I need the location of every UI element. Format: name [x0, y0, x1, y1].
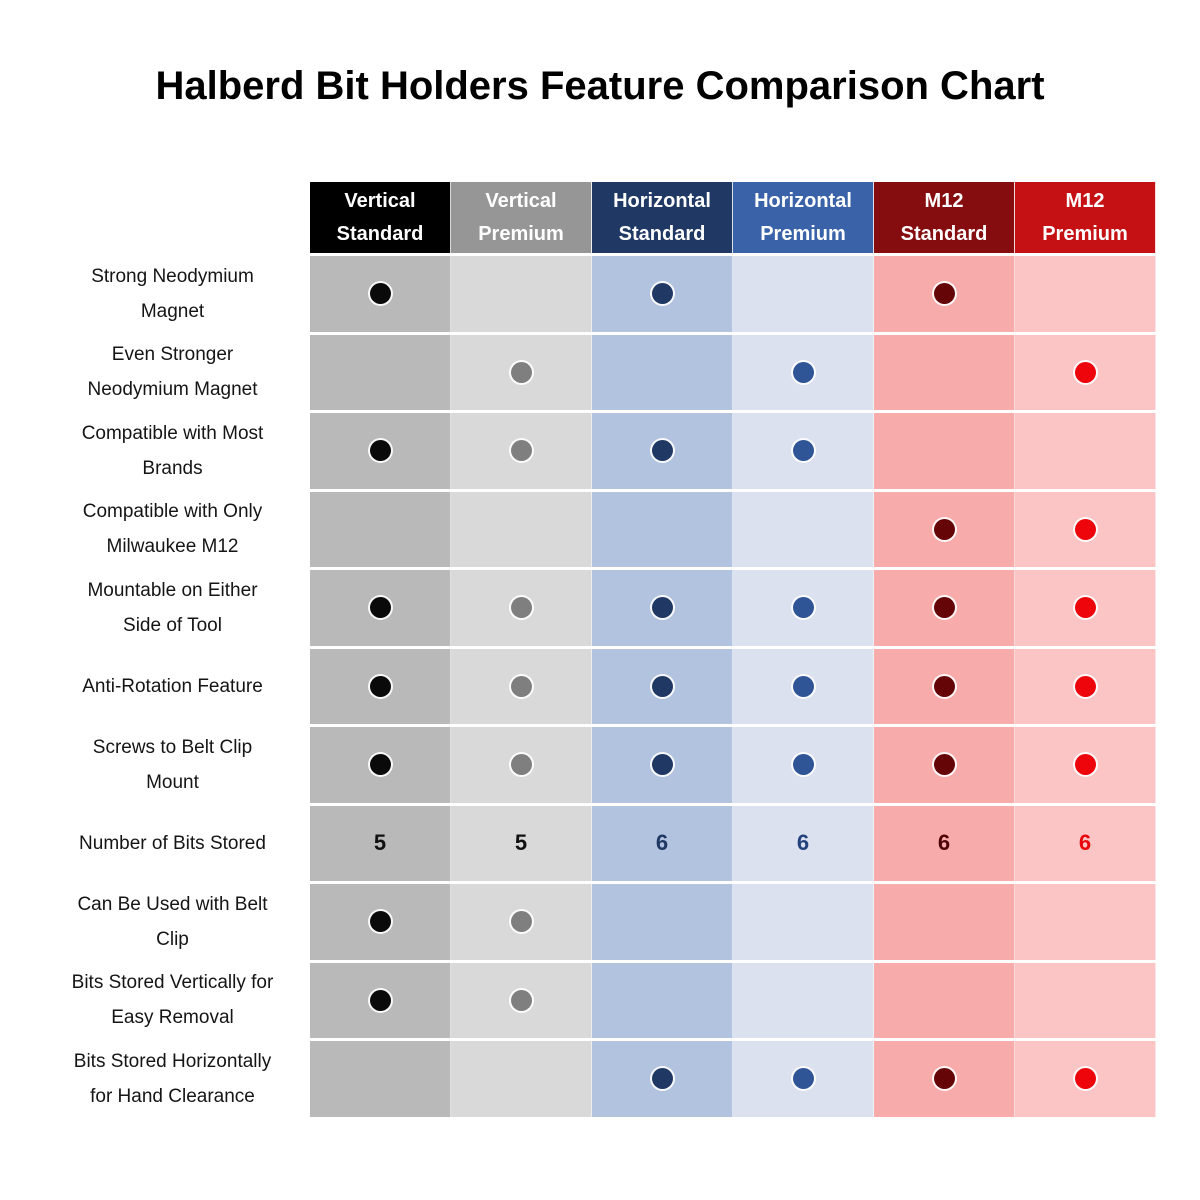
feature-dot: [652, 676, 673, 697]
feature-dot: [934, 1068, 955, 1089]
column-header-label: Vertical: [344, 189, 416, 212]
feature-dot: [370, 283, 391, 304]
feature-cell: [874, 963, 1015, 1039]
row-label-line: Compatible with Most: [81, 422, 264, 444]
feature-cell: [1015, 256, 1156, 332]
feature-dot: [1075, 676, 1096, 697]
column-header-label: Horizontal: [613, 189, 711, 212]
row-label-even-stronger-neodymium-magnet: [35, 335, 310, 411]
row-label-line: Side of Tool: [123, 614, 222, 636]
feature-cell: [733, 649, 874, 725]
feature-dot: [934, 676, 955, 697]
feature-dot: [652, 1068, 673, 1089]
row-label-can-be-used-with-belt-clip: [35, 884, 310, 960]
column-header-vertical-standard: [310, 182, 451, 253]
feature-cell: [733, 806, 874, 882]
feature-cell: [874, 570, 1015, 646]
bits-count: 6: [1078, 830, 1092, 856]
feature-cell: [310, 806, 451, 882]
feature-cell: [592, 256, 733, 332]
row-label-line: Clip: [156, 928, 189, 950]
feature-dot: [1075, 519, 1096, 540]
feature-cell: [451, 413, 592, 489]
feature-cell: [1015, 649, 1156, 725]
feature-cell: [874, 884, 1015, 960]
feature-cell: [451, 335, 592, 411]
row-label-line: Milwaukee M12: [106, 536, 239, 558]
feature-cell: [874, 335, 1015, 411]
feature-cell: [592, 884, 733, 960]
row-label-line: Strong Neodymium: [91, 265, 254, 287]
feature-cell: [592, 335, 733, 411]
feature-cell: [451, 256, 592, 332]
row-label-line: Number of Bits Stored: [79, 832, 266, 854]
row-label-line: Compatible with Only: [82, 501, 263, 523]
feature-cell: [1015, 806, 1156, 882]
bits-count: 6: [796, 830, 810, 856]
feature-cell: [310, 413, 451, 489]
feature-cell: [1015, 335, 1156, 411]
feature-cell: [451, 806, 592, 882]
feature-cell: [874, 806, 1015, 882]
row-label-bits-stored-horizontally-for-hand-clearance: [35, 1041, 310, 1117]
row-label-strong-neodymium-magnet: [35, 256, 310, 332]
feature-cell: [310, 256, 451, 332]
feature-dot: [511, 676, 532, 697]
feature-cell: [451, 727, 592, 803]
feature-cell: [310, 570, 451, 646]
feature-cell: [592, 492, 733, 568]
corner-cell: [35, 182, 310, 253]
feature-dot: [934, 597, 955, 618]
feature-cell: [451, 649, 592, 725]
feature-cell: [1015, 963, 1156, 1039]
feature-dot: [511, 597, 532, 618]
column-header-m12-standard: [874, 182, 1015, 253]
feature-dot: [652, 440, 673, 461]
feature-dot: [793, 1068, 814, 1089]
bits-count: 5: [514, 830, 528, 856]
feature-dot: [652, 597, 673, 618]
feature-dot: [934, 283, 955, 304]
bits-count: 5: [373, 830, 387, 856]
feature-dot: [370, 597, 391, 618]
column-header-label: Standard: [900, 222, 988, 245]
feature-cell: [733, 335, 874, 411]
feature-cell: [874, 727, 1015, 803]
feature-dot: [1075, 754, 1096, 775]
feature-cell: [310, 649, 451, 725]
feature-cell: [733, 492, 874, 568]
column-header-label: Premium: [478, 222, 564, 245]
feature-dot: [511, 911, 532, 932]
row-label-line: Even Stronger: [111, 344, 234, 366]
feature-cell: [451, 492, 592, 568]
feature-cell: [310, 884, 451, 960]
feature-dot: [370, 676, 391, 697]
bits-count: 6: [937, 830, 951, 856]
row-label-line: Can Be Used with Belt: [77, 893, 268, 915]
row-label-number-of-bits-stored: [35, 806, 310, 882]
feature-cell: [733, 256, 874, 332]
feature-dot: [934, 754, 955, 775]
feature-cell: [733, 727, 874, 803]
row-label-anti-rotation-feature: [35, 649, 310, 725]
feature-cell: [874, 492, 1015, 568]
feature-dot: [793, 754, 814, 775]
feature-dot: [370, 754, 391, 775]
feature-cell: [451, 963, 592, 1039]
row-label-line: Easy Removal: [111, 1007, 234, 1029]
feature-cell: [874, 649, 1015, 725]
column-header-horizontal-premium: [733, 182, 874, 253]
column-header-m12-premium: [1015, 182, 1156, 253]
feature-cell: [592, 963, 733, 1039]
feature-cell: [451, 1041, 592, 1117]
column-header-label: Standard: [336, 222, 424, 245]
feature-cell: [310, 492, 451, 568]
feature-cell: [592, 727, 733, 803]
feature-cell: [592, 806, 733, 882]
feature-cell: [874, 256, 1015, 332]
feature-cell: [1015, 884, 1156, 960]
feature-dot: [511, 990, 532, 1011]
column-header-label: Premium: [1042, 222, 1128, 245]
feature-cell: [592, 1041, 733, 1117]
feature-dot: [793, 676, 814, 697]
feature-dot: [793, 362, 814, 383]
feature-cell: [310, 963, 451, 1039]
row-label-line: Bits Stored Vertically for: [71, 972, 274, 994]
comparison-table: [35, 182, 1156, 1117]
feature-dot: [511, 362, 532, 383]
feature-dot: [934, 519, 955, 540]
feature-dot: [652, 754, 673, 775]
feature-cell: [310, 727, 451, 803]
feature-dot: [1075, 597, 1096, 618]
feature-cell: [733, 413, 874, 489]
feature-cell: [1015, 413, 1156, 489]
feature-cell: [874, 413, 1015, 489]
row-label-line: Mount: [146, 771, 199, 793]
row-label-mountable-on-either-side-of-tool: [35, 570, 310, 646]
feature-dot: [370, 911, 391, 932]
feature-cell: [1015, 492, 1156, 568]
column-header-label: Premium: [760, 222, 846, 245]
column-header-label: M12: [924, 189, 964, 212]
row-label-line: Screws to Belt Clip: [92, 736, 253, 758]
column-header-label: Horizontal: [754, 189, 852, 212]
feature-cell: [733, 884, 874, 960]
bits-count: 6: [655, 830, 669, 856]
column-header-label: Vertical: [485, 189, 557, 212]
feature-dot: [652, 283, 673, 304]
feature-cell: [451, 884, 592, 960]
feature-cell: [592, 649, 733, 725]
feature-cell: [733, 1041, 874, 1117]
row-label-line: Anti-Rotation Feature: [82, 675, 263, 697]
row-label-bits-stored-vertically-for-easy-removal: [35, 963, 310, 1039]
row-label-line: Magnet: [140, 300, 205, 322]
row-label-compatible-with-most-brands: [35, 413, 310, 489]
feature-dot: [511, 440, 532, 461]
feature-dot: [793, 440, 814, 461]
feature-dot: [1075, 1068, 1096, 1089]
column-header-label: M12: [1065, 189, 1105, 212]
feature-cell: [874, 1041, 1015, 1117]
feature-cell: [310, 1041, 451, 1117]
feature-cell: [592, 570, 733, 646]
column-header-vertical-premium: [451, 182, 592, 253]
feature-cell: [733, 963, 874, 1039]
column-header-label: Standard: [618, 222, 706, 245]
feature-cell: [592, 413, 733, 489]
column-header-horizontal-standard: [592, 182, 733, 253]
row-label-compatible-with-only-milwaukee-m12: [35, 492, 310, 568]
row-label-screws-to-belt-clip-mount: [35, 727, 310, 803]
feature-dot: [370, 990, 391, 1011]
feature-dot: [370, 440, 391, 461]
row-label-line: Mountable on Either: [87, 579, 258, 601]
feature-dot: [793, 597, 814, 618]
page-title: Halberd Bit Holders Feature Comparison Chart: [155, 64, 1045, 108]
feature-dot: [1075, 362, 1096, 383]
feature-cell: [1015, 570, 1156, 646]
feature-cell: [310, 335, 451, 411]
row-label-line: Neodymium Magnet: [87, 379, 258, 401]
feature-cell: [451, 570, 592, 646]
feature-cell: [733, 570, 874, 646]
row-label-line: Bits Stored Horizontally: [73, 1050, 272, 1072]
feature-dot: [511, 754, 532, 775]
row-label-line: Brands: [142, 457, 203, 479]
feature-cell: [1015, 727, 1156, 803]
row-label-line: for Hand Clearance: [90, 1085, 255, 1107]
feature-cell: [1015, 1041, 1156, 1117]
